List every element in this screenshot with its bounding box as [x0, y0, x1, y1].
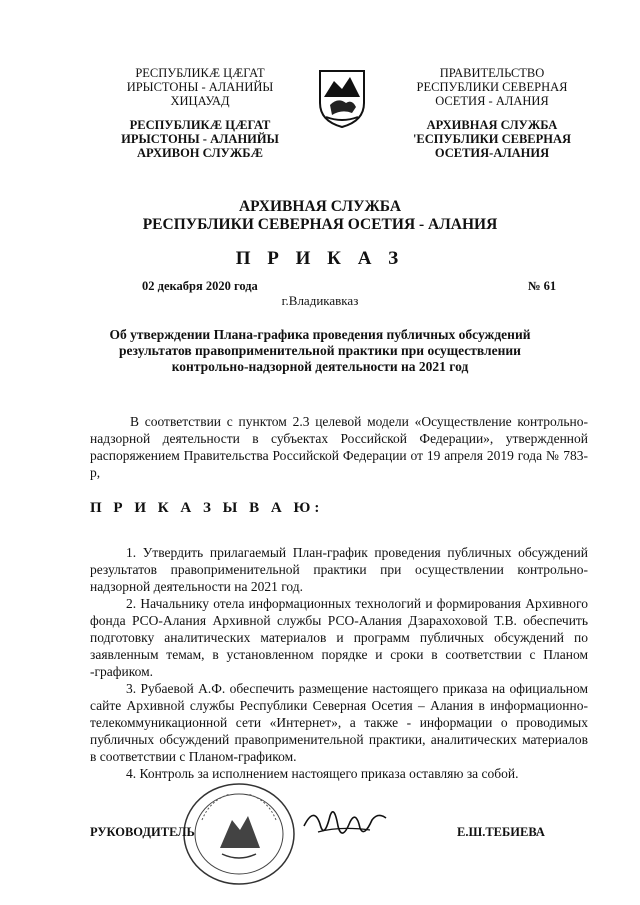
order-item: 4. Контроль за исполнением настоящего приказа оставляю за собой.	[126, 766, 519, 781]
order-subject: Об утверждении Плана-графика проведения публичных обсуждений результатов правоприменительной практики при осуществлении контрольно-надзорной деятельности на 2021 год	[109, 327, 531, 374]
header-right-line: АРХИВНАЯ СЛУЖБА	[426, 118, 558, 132]
order-heading: П Р И К А З Ы В А Ю:	[90, 500, 324, 516]
header-right-line: РЕСПУБЛИКИ СЕВЕРНАЯ	[416, 80, 568, 94]
header-left-block	[100, 66, 300, 160]
header-right-line: ОСЕТИЯ-АЛАНИЯ	[434, 146, 550, 160]
order-item: 2. Начальнику отела информационных технологий и формирования Архивного фонда РСО-Алания Архивной службы РСО-Алания Дзарахоховой Т.В. обеспечить подготовку аналитических материалов и программ публичных обсуждений по заявленным темам, в установленном порядке и сроки в соответствии с Планом -графиком.	[90, 596, 588, 679]
header-left-line: РЕСПУБЛИКӔ ЦӔГАТ	[135, 66, 265, 80]
agency-title-line: АРХИВНАЯ СЛУЖБА	[238, 198, 402, 215]
order-item: 3. Рубаевой А.Ф. обеспечить размещение настоящего приказа на официальном сайте Архивной службы Республики Северная Осетия – Алания в информационно-телекоммуникационной сети «Интернет», а также - информации о проводимых публичных обсуждений правоприменительной практики, аналитических материалов в соответствии с Планом-графиком.	[90, 681, 588, 764]
header-right-agency	[412, 118, 572, 160]
header-right-line: ПРАВИТЕЛЬСТВО	[439, 66, 545, 80]
round-seal-icon	[180, 780, 298, 888]
header-right-line: ОСЕТИЯ - АЛАНИЯ	[435, 94, 549, 108]
header-right-line: 'ЕСПУБЛИКИ СЕВЕРНАЯ	[412, 132, 572, 146]
order-item: 1. Утвердить прилагаемый План-график проведения публичных обсуждений результатов правоприменительной практики при осуществлении контрольно-надзорной деятельности на 2021 год.	[90, 545, 588, 594]
document-type: П Р И К А З	[235, 248, 405, 269]
header-right-block	[412, 66, 572, 160]
order-items	[90, 544, 588, 782]
order-city: г.Владикавказ	[281, 293, 359, 308]
header-left-line: ХИЦАУАД	[170, 94, 230, 108]
agency-title	[80, 198, 560, 234]
header-left-line: ИРЫСТОНЫ - АЛАНИЙЫ	[121, 132, 279, 146]
handwritten-signature-icon	[300, 796, 390, 850]
preamble-paragraph: В соответствии с пунктом 2.3 целевой модели «Осуществление контрольно-надзорной деятельности в субъектах Российской Федерации», утвержденной распоряжением Правительства Российской Федерации от 19 апреля 2019 года № 783-р,	[90, 414, 588, 480]
agency-title-line: РЕСПУБЛИКИ СЕВЕРНАЯ ОСЕТИЯ - АЛАНИЯ	[142, 216, 498, 233]
order-number: № 61	[528, 279, 557, 293]
header-left-line: РЕСПУБЛИКӔ ЦӔГАТ	[129, 118, 271, 132]
coat-of-arms-icon	[316, 67, 368, 129]
header-right-government	[412, 66, 572, 108]
header-left-line: АРХИВОН СЛУЖБӔ	[137, 146, 263, 160]
header-left-line: ИРЫСТОНЫ - АЛАНИЙЫ	[126, 80, 274, 94]
signature-label: РУКОВОДИТЕЛЬ	[90, 825, 195, 839]
order-date: 02 декабря 2020 года	[142, 279, 258, 293]
header-left-agency	[100, 118, 300, 160]
signer-name: Е.Ш.ТЕБИЕВА	[457, 825, 545, 839]
header-left-government	[100, 66, 300, 108]
